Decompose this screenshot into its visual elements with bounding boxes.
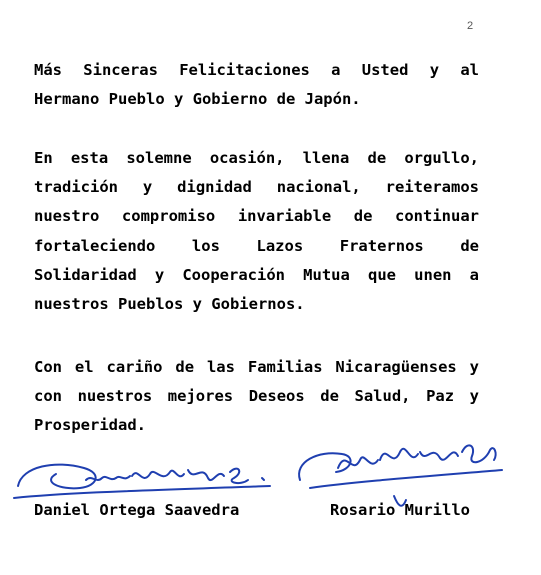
signer-name-right: Rosario Murillo [330, 501, 470, 519]
paragraph-greeting: Más Sinceras Felicitaciones a Usted y al Hermano Pueblo y Gobierno de Japón. [34, 61, 479, 109]
paragraph-closing: Con el cariño de las Familias Nicaragüenses y con nuestros mejores Deseos de Salud, Paz y Prosperidad. [34, 358, 479, 435]
signature-daniel-ortega [12, 452, 274, 508]
signer-name-left: Daniel Ortega Saavedra [34, 501, 240, 519]
page-number: 2 [467, 20, 474, 32]
paragraph-commitment: En esta solemne ocasión, llena de orgullo, tradición y dignidad nacional, reiteramos nuestro compromiso invariable de continuar fortaleciendo los Lazos Fraternos de Solidaridad y Cooperación Mutua que unen a nuestros Pueblos y Gobiernos. [34, 149, 479, 314]
